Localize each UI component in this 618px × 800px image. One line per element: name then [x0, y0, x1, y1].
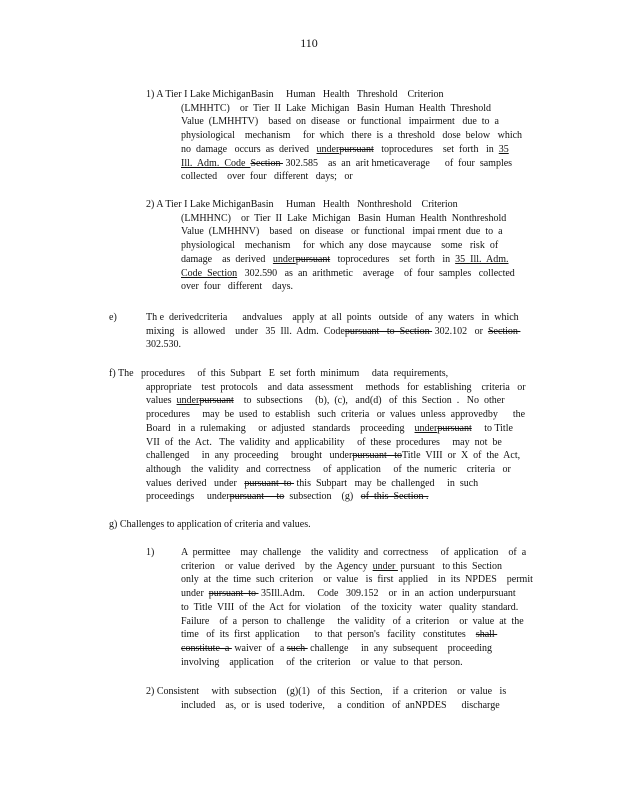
struck-text: pursuant — [295, 253, 331, 265]
text-run: 302.585 as an arit hmeticaverage of four samples — [282, 157, 513, 169]
text-run: Value (LMHHNV) based on disease or functional impai rment due to a — [181, 226, 503, 238]
text-run: 2) Consistent with subsection (g)(1) of this Section, if a criterion or value is — [146, 686, 507, 697]
text-run: no damage occurs as derived — [181, 143, 317, 155]
struck-text: pursuant to — [208, 588, 259, 600]
text-line — [146, 143, 522, 157]
text-run: involving application of the criterion or value to that person. — [181, 656, 463, 668]
text-run: only at the time such criterion or value is first applied in its NPDES permit — [181, 574, 533, 586]
struck-text: pursuant — [339, 143, 374, 155]
text-run: Board in a rulemaking or adjusted standards proceeding — [146, 422, 415, 434]
struck-text: pursuant to — [244, 477, 295, 489]
paragraph-g-heading: g) Challenges to application of criteria and values. — [109, 519, 311, 530]
paragraph-g1-label: 1) — [146, 547, 155, 558]
paragraph-e-label: e) — [109, 312, 117, 323]
text-line — [181, 628, 533, 642]
text-run: to Title — [471, 422, 513, 434]
text-line — [109, 490, 526, 504]
text-run: criterion or value derived by the Agency — [181, 560, 373, 572]
text-line — [146, 198, 515, 212]
struck-text: pursuant — [437, 422, 472, 434]
text-run: pursuant to this Section — [397, 560, 503, 572]
text-run: toprocedures set forth in — [373, 143, 499, 155]
text-run: challenged in any proceeding brought under — [146, 450, 353, 462]
text-run: Th e derivedcriteria andvalues apply at all points outside of any waters in which — [146, 312, 519, 323]
item-2-nonthreshold-criterion — [146, 198, 515, 294]
text-run: appropriate test protocols and data assessment methods for establishing criteria or — [146, 381, 526, 393]
text-line — [109, 422, 526, 436]
struck-text: such — [286, 642, 308, 654]
underlined-text: under — [176, 395, 200, 407]
struck-text: Section — [487, 325, 521, 337]
paragraph-e — [146, 311, 520, 352]
text-run: Value (LMHHTV) based on disease or functional impairment due to a — [181, 116, 499, 128]
text-line — [109, 436, 526, 450]
underlined-text: under — [316, 143, 340, 155]
underlined-text: under — [372, 560, 398, 572]
text-run: over four different days. — [181, 281, 294, 293]
text-line — [181, 601, 533, 615]
text-run: challenge in any subsequent proceeding — [307, 642, 493, 654]
item-1-threshold-criterion — [146, 88, 522, 184]
underlined-text: under — [272, 253, 296, 265]
underlined-text: 35 — [498, 143, 509, 155]
text-line — [181, 587, 533, 601]
struck-text: pursuant — [199, 395, 234, 407]
struck-text: shall — [475, 629, 498, 641]
text-run: values derived under — [146, 477, 245, 489]
struck-text: pursuant to — [352, 450, 403, 462]
text-run: A permittee may challenge the validity and correctness of application of a — [181, 547, 527, 558]
text-run: 302.102 or — [432, 325, 488, 337]
struck-text: of this Section . — [360, 491, 429, 503]
underlined-text: Code Section — [181, 267, 238, 279]
text-line — [109, 449, 526, 463]
text-line — [181, 546, 533, 560]
paragraph-f — [109, 367, 526, 504]
text-line — [109, 381, 526, 395]
text-line — [146, 115, 522, 129]
text-line — [146, 225, 515, 239]
text-run: this Subpart may be challenged in such — [294, 477, 479, 489]
text-run: under — [181, 588, 209, 600]
text-run: 2) A Tier I Lake MichiganBasin Human Health Nonthreshold Criterion — [146, 199, 458, 210]
text-run: VII of the Act. The validity and applicability of these procedures may not be — [146, 436, 502, 448]
text-run: (LMHHNC) or Tier II Lake Michigan Basin Human Health Nonthreshold — [181, 212, 507, 224]
page-number: 110 — [300, 36, 318, 50]
text-line — [146, 685, 506, 699]
paragraph-g1 — [181, 546, 533, 669]
text-run: Failure of a person to challenge the validity of a criterion or value at the — [181, 615, 524, 627]
text-line — [146, 311, 520, 325]
paragraph-g2 — [146, 685, 506, 712]
text-run: 302.590 as an arithmetic average of four samples collected — [237, 267, 515, 279]
text-run: damage as derived — [181, 253, 273, 265]
text-run: toprocedures set forth in — [330, 253, 456, 265]
text-line — [146, 280, 515, 294]
text-line — [146, 325, 520, 339]
underlined-text: under — [414, 422, 438, 434]
text-run: included as, or is used toderive, a condition of anNPDES discharge — [181, 699, 500, 711]
underlined-text: 35 Ill. Adm. — [455, 253, 509, 265]
text-run: 35Ill.Adm. Code 309.152 or in an action underpursuant — [258, 588, 516, 600]
struck-text: Section — [250, 157, 283, 169]
text-line — [109, 463, 526, 477]
text-line — [181, 656, 533, 670]
text-line — [146, 170, 522, 184]
text-line — [109, 367, 526, 381]
text-line — [146, 88, 522, 102]
text-run: 1) A Tier I Lake MichiganBasin Human Health Threshold Criterion — [146, 89, 444, 100]
text-run: collected over four different days; or — [181, 171, 353, 183]
text-run: f) The procedures of this Subpart E set forth minimum data requirements, — [109, 368, 449, 379]
text-run: physiological mechanism for which any dose maycause some risk of — [181, 240, 499, 252]
text-line — [146, 157, 522, 171]
text-run: waiver of a — [231, 642, 287, 654]
struck-text: pursuant to — [229, 491, 285, 503]
text-line — [109, 394, 526, 408]
text-line — [146, 129, 522, 143]
text-run: proceedings under — [146, 491, 230, 503]
text-run: although the validity and correctness of application of the numeric criteria or — [146, 463, 511, 475]
struck-text: constitute a — [181, 642, 232, 654]
text-run: values — [146, 395, 177, 407]
text-run: mixing is allowed under 35 Ill. Adm. Code — [146, 325, 345, 337]
text-run: Title VIII or X of the Act, — [402, 450, 521, 462]
text-line — [146, 212, 515, 226]
struck-text: pursuant to Section — [344, 325, 433, 337]
text-run: subsection (g) — [284, 491, 361, 503]
text-line — [181, 642, 533, 656]
text-line — [181, 615, 533, 629]
underlined-text: Ill. Adm. Code — [181, 157, 251, 169]
text-run: 302.530. — [146, 339, 181, 351]
text-line — [146, 239, 515, 253]
text-line — [181, 573, 533, 587]
text-line — [109, 408, 526, 422]
text-run: to subsections (b), (c), and(d) of this Section . No other — [233, 395, 505, 407]
text-run: physiological mechanism for which there is a threshold dose below which — [181, 130, 523, 142]
text-line — [109, 477, 526, 491]
text-run: procedures may be used to establish such criteria or values unless approvedby the — [146, 409, 526, 421]
text-run: (LMHHTC) or Tier II Lake Michigan Basin Human Health Threshold — [181, 102, 492, 114]
text-run: to Title VIII of the Act for violation of the toxicity water quality standard. — [181, 601, 519, 613]
text-line — [146, 253, 515, 267]
text-line — [146, 338, 520, 352]
text-line — [146, 267, 515, 281]
text-line — [181, 560, 533, 574]
text-line — [146, 699, 506, 713]
text-run: time of its first application to that person's facility constitutes — [181, 629, 476, 641]
text-line — [146, 102, 522, 116]
